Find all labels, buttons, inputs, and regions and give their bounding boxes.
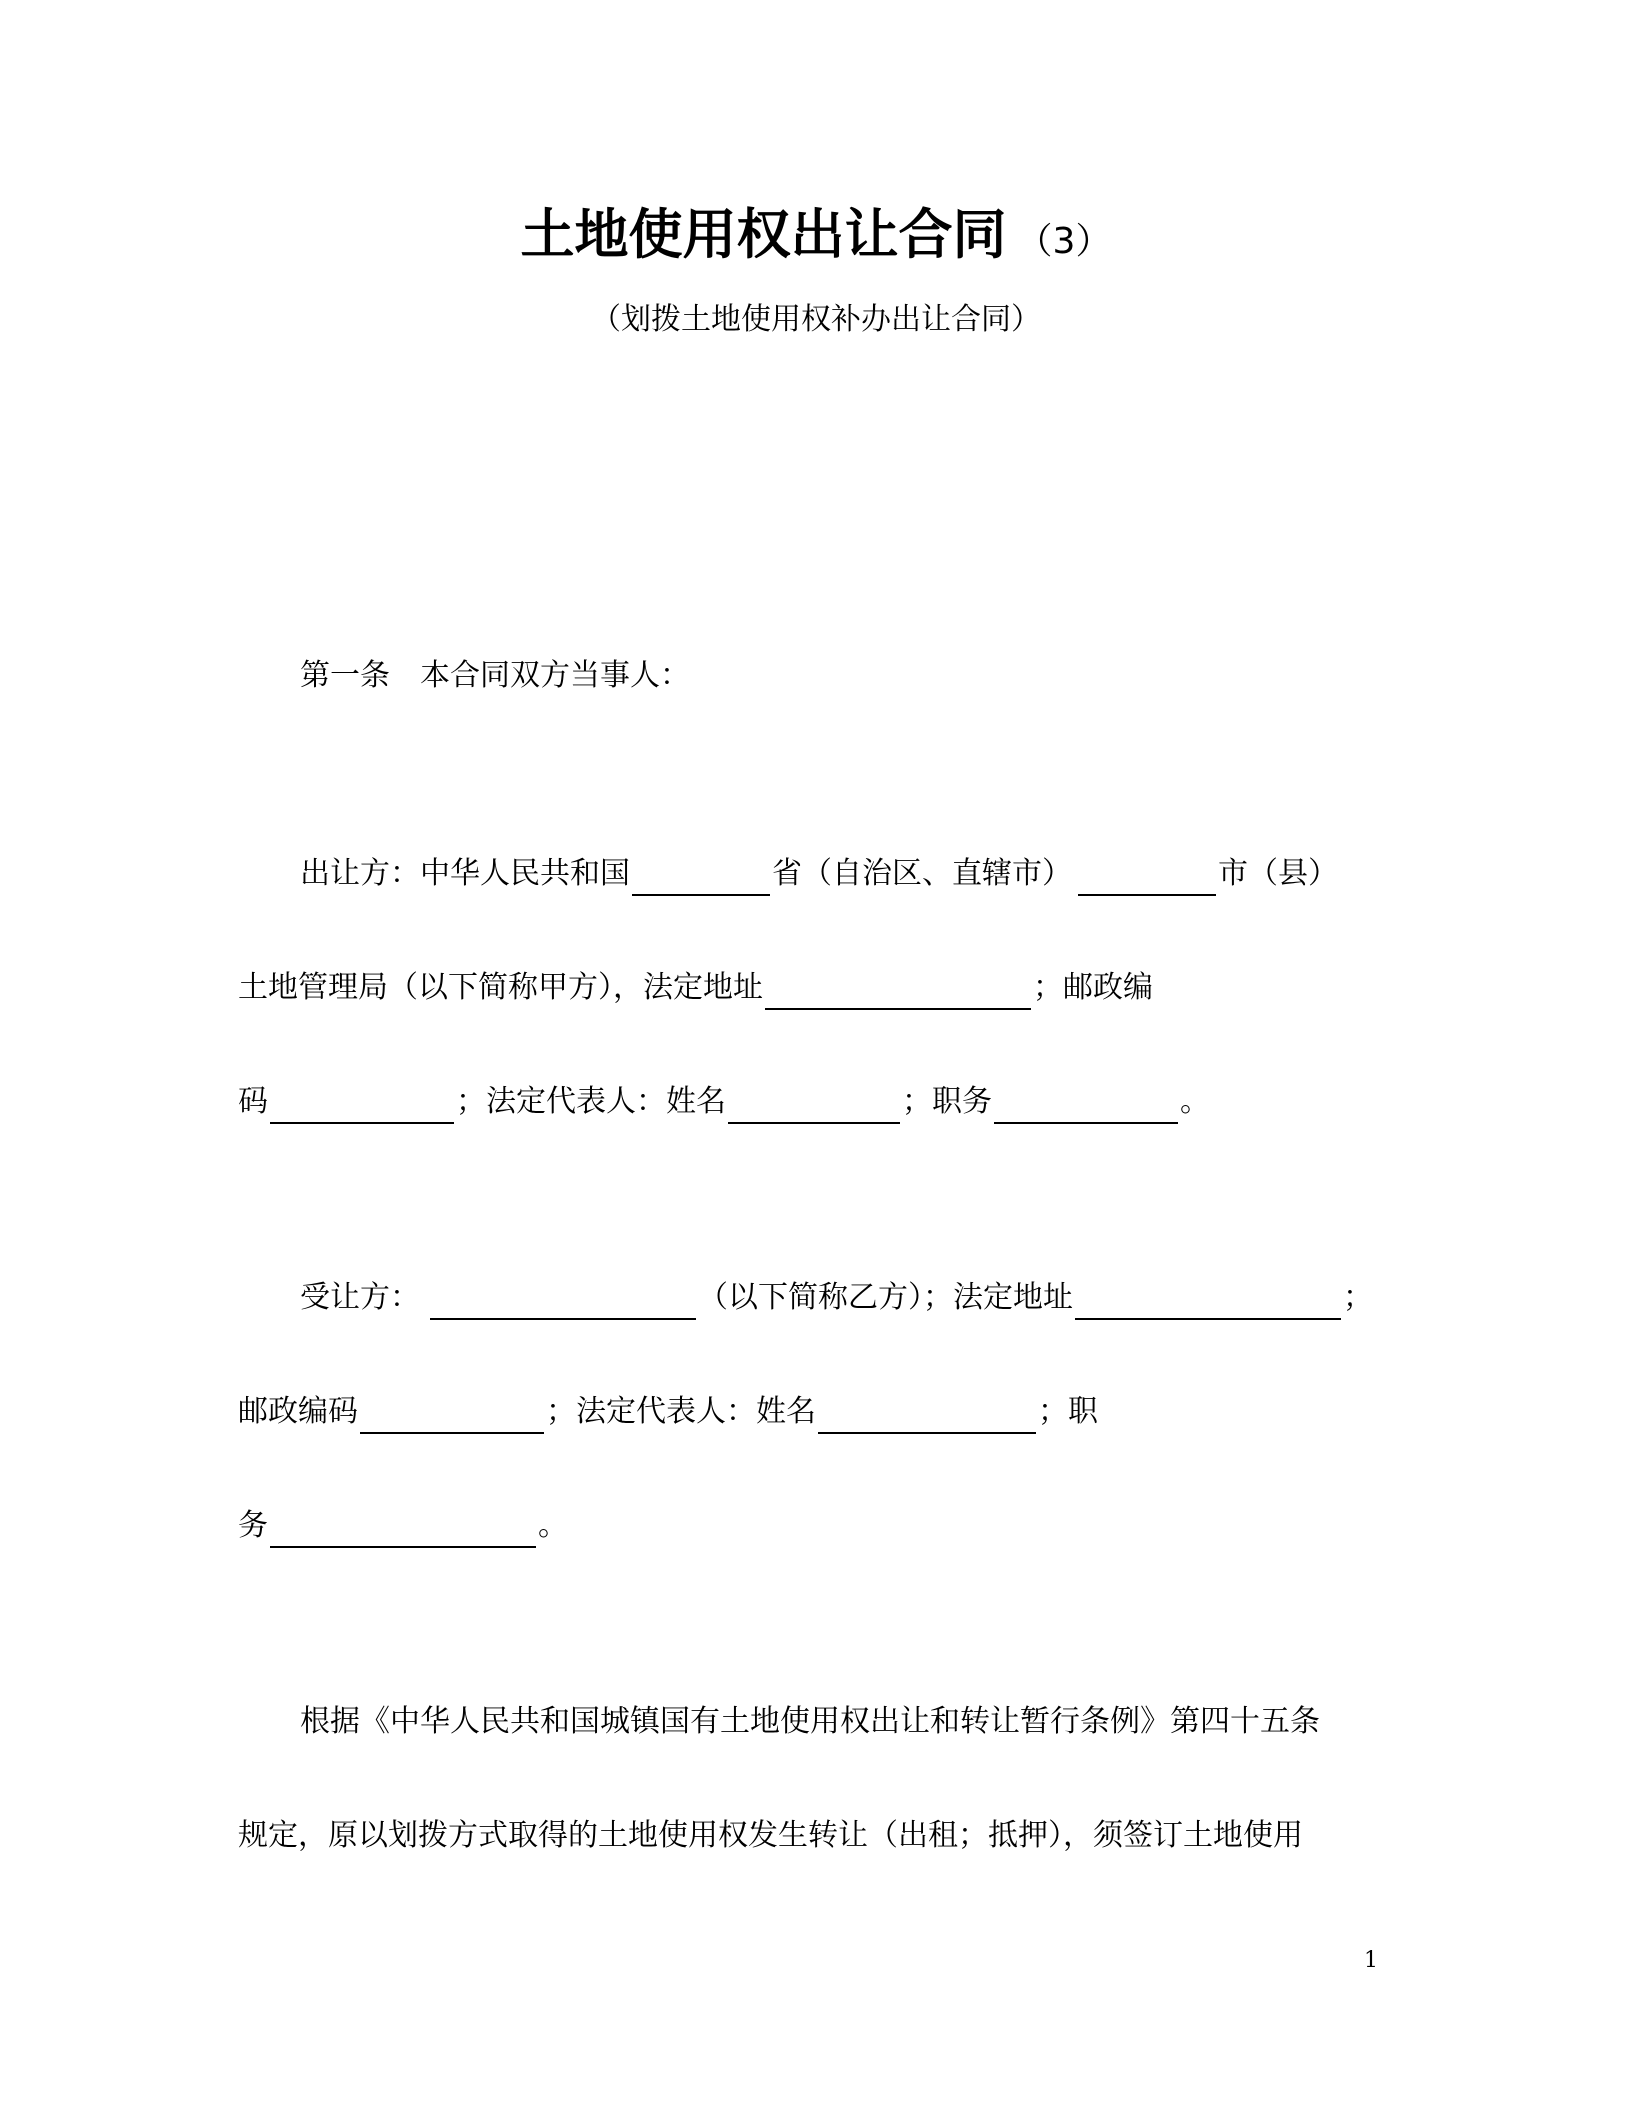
grantee-name-blank[interactable] — [430, 1284, 696, 1320]
grantor-address-label: 土地管理局（以下简称甲方），法定地址 — [238, 970, 763, 1005]
grantee-rep-name-label: ；法定代表人：姓名 — [546, 1394, 816, 1429]
city-blank[interactable] — [1078, 860, 1216, 896]
title-number: （3） — [1016, 221, 1112, 262]
grantee-line-1 — [300, 1276, 1373, 1320]
grantor-rep-title-label: ；职务 — [902, 1084, 992, 1119]
city-suffix: 市（县） — [1218, 856, 1338, 891]
grantor-period: 。 — [1180, 1084, 1210, 1119]
grantee-semicolon: ； — [1343, 1280, 1373, 1315]
document-subtitle: （划拨土地使用权补办出让合同） — [591, 302, 1041, 337]
grantee-rep-name-blank[interactable] — [818, 1398, 1036, 1434]
grantee-postcode-blank[interactable] — [360, 1398, 544, 1434]
grantee-line-3 — [238, 1504, 568, 1548]
basis-line-1: 根据《中华人民共和国城镇国有土地使用权出让和转让暂行条例》第四十五条 — [300, 1704, 1320, 1739]
grantee-address-label: （以下简称乙方）；法定地址 — [698, 1280, 1073, 1315]
grantor-line-2 — [238, 966, 1153, 1010]
grantor-line-3 — [238, 1080, 1210, 1124]
province-blank[interactable] — [632, 860, 770, 896]
grantor-line-1 — [300, 852, 1338, 896]
grantor-address-blank[interactable] — [765, 974, 1031, 1010]
province-suffix: 省（自治区、直辖市） — [772, 856, 1072, 891]
title-text: 土地使用权出让合同 — [520, 203, 1007, 266]
grantor-rep-name-label: ；法定代表人：姓名 — [456, 1084, 726, 1119]
article-1-heading: 第一条 本合同双方当事人： — [300, 658, 690, 693]
grantor-postcode-blank[interactable] — [270, 1088, 454, 1124]
grantee-rep-title-label: ；职 — [1038, 1394, 1098, 1429]
document-title — [0, 200, 1632, 277]
grantor-postcode-label-end: 码 — [238, 1084, 268, 1119]
grantee-postcode-label: 邮政编码 — [238, 1394, 358, 1429]
grantee-address-blank[interactable] — [1075, 1284, 1341, 1320]
grantee-rep-title-label-end: 务 — [238, 1508, 268, 1543]
grantee-label: 受让方： — [300, 1280, 420, 1315]
basis-line-2: 规定，原以划拨方式取得的土地使用权发生转让（出租；抵押），须签订土地使用 — [238, 1818, 1303, 1853]
grantor-label: 出让方：中华人民共和国 — [300, 856, 630, 891]
grantee-line-2 — [238, 1390, 1098, 1434]
grantor-rep-title-blank[interactable] — [994, 1088, 1178, 1124]
grantee-period: 。 — [538, 1508, 568, 1543]
grantor-rep-name-blank[interactable] — [728, 1088, 900, 1124]
grantee-rep-title-blank[interactable] — [270, 1512, 536, 1548]
grantor-postcode-label: ；邮政编 — [1033, 970, 1153, 1005]
page-number: 1 — [1364, 1948, 1378, 1973]
